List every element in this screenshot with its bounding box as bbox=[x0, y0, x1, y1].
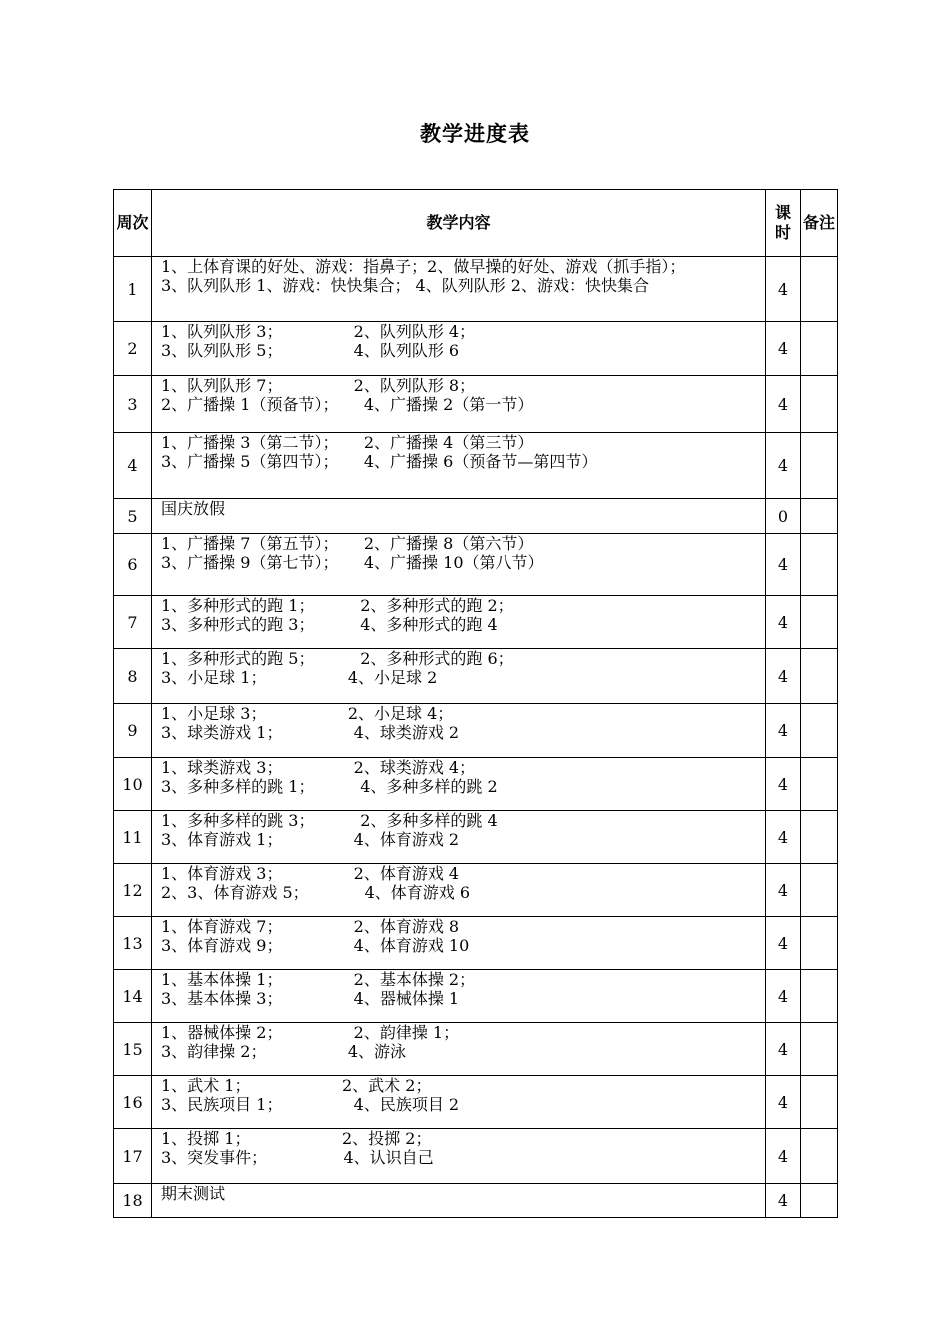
header-content: 教学内容 bbox=[152, 190, 766, 257]
hours-cell: 4 bbox=[766, 376, 801, 433]
hours-cell: 4 bbox=[766, 864, 801, 917]
content-cell bbox=[152, 1023, 766, 1076]
content-cell bbox=[152, 322, 766, 376]
hours-cell: 4 bbox=[766, 704, 801, 758]
note-cell bbox=[801, 649, 838, 704]
table-row bbox=[114, 704, 838, 758]
content-cell bbox=[152, 917, 766, 970]
content-line: 3、广播操 9（第七节）； 4、广播操 10（第八节） bbox=[161, 553, 544, 572]
table-row bbox=[114, 1184, 838, 1218]
note-cell bbox=[801, 596, 838, 649]
table-row bbox=[114, 534, 838, 596]
content-line: 期末测试 bbox=[161, 1184, 226, 1203]
note-cell bbox=[801, 704, 838, 758]
content-line: 1、器械体操 2； 2、韵律操 1； bbox=[161, 1023, 460, 1042]
note-cell bbox=[801, 811, 838, 864]
content-line: 3、队列队形 1、游戏：快快集合； 4、队列队形 2、游戏：快快集合 bbox=[161, 276, 649, 295]
week-cell: 16 bbox=[114, 1076, 152, 1129]
content-line: 3、队列队形 5； 4、队列队形 6 bbox=[161, 341, 460, 360]
week-cell: 4 bbox=[114, 433, 152, 499]
week-cell: 9 bbox=[114, 704, 152, 758]
header-row bbox=[114, 190, 838, 257]
content-line: 1、多种形式的跑 1； 2、多种形式的跑 2； bbox=[161, 596, 514, 615]
week-cell: 7 bbox=[114, 596, 152, 649]
note-cell bbox=[801, 864, 838, 917]
content-line: 1、小足球 3； 2、小足球 4； bbox=[161, 704, 454, 723]
week-cell: 3 bbox=[114, 376, 152, 433]
content-line: 1、体育游戏 7； 2、体育游戏 8 bbox=[161, 917, 460, 936]
content-line: 3、民族项目 1； 4、民族项目 2 bbox=[161, 1095, 460, 1114]
content-cell bbox=[152, 433, 766, 499]
note-cell bbox=[801, 1184, 838, 1218]
hours-cell: 4 bbox=[766, 1184, 801, 1218]
week-cell: 8 bbox=[114, 649, 152, 704]
note-cell bbox=[801, 534, 838, 596]
hours-cell: 4 bbox=[766, 534, 801, 596]
note-cell bbox=[801, 433, 838, 499]
table-row bbox=[114, 596, 838, 649]
table-row bbox=[114, 917, 838, 970]
content-cell bbox=[152, 1184, 766, 1218]
content-cell bbox=[152, 499, 766, 534]
content-line: 3、球类游戏 1； 4、球类游戏 2 bbox=[161, 723, 460, 742]
table-row bbox=[114, 1129, 838, 1184]
note-cell bbox=[801, 499, 838, 534]
table-row bbox=[114, 376, 838, 433]
table-row bbox=[114, 811, 838, 864]
week-cell: 10 bbox=[114, 758, 152, 811]
hours-cell: 0 bbox=[766, 499, 801, 534]
note-cell bbox=[801, 1023, 838, 1076]
hours-cell: 4 bbox=[766, 322, 801, 376]
hours-cell: 4 bbox=[766, 917, 801, 970]
hours-cell: 4 bbox=[766, 649, 801, 704]
table-row bbox=[114, 499, 838, 534]
note-cell bbox=[801, 322, 838, 376]
table-row bbox=[114, 257, 838, 322]
hours-cell: 4 bbox=[766, 811, 801, 864]
hours-cell: 4 bbox=[766, 1023, 801, 1076]
content-line: 3、广播操 5（第四节）； 4、广播操 6（预备节—第四节） bbox=[161, 452, 598, 471]
table-row bbox=[114, 970, 838, 1023]
content-line: 3、体育游戏 1； 4、体育游戏 2 bbox=[161, 830, 460, 849]
content-line: 3、突发事件； 4、认识自己 bbox=[161, 1148, 434, 1167]
content-line: 3、小足球 1； 4、小足球 2 bbox=[161, 668, 438, 687]
content-line: 1、多种形式的跑 5； 2、多种形式的跑 6； bbox=[161, 649, 514, 668]
week-cell: 12 bbox=[114, 864, 152, 917]
content-line: 3、体育游戏 9； 4、体育游戏 10 bbox=[161, 936, 470, 955]
table-row bbox=[114, 758, 838, 811]
content-line: 3、多种形式的跑 3； 4、多种形式的跑 4 bbox=[161, 615, 498, 634]
table-row bbox=[114, 1023, 838, 1076]
content-cell bbox=[152, 257, 766, 322]
note-cell bbox=[801, 1076, 838, 1129]
content-line: 1、广播操 3（第二节）； 2、广播操 4（第三节） bbox=[161, 433, 534, 452]
content-cell bbox=[152, 970, 766, 1023]
hours-cell: 4 bbox=[766, 1129, 801, 1184]
content-cell bbox=[152, 376, 766, 433]
content-cell bbox=[152, 704, 766, 758]
week-cell: 11 bbox=[114, 811, 152, 864]
note-cell bbox=[801, 376, 838, 433]
content-line: 1、上体育课的好处、游戏：指鼻子；2、做早操的好处、游戏（抓手指）； bbox=[161, 257, 686, 276]
week-cell: 1 bbox=[114, 257, 152, 322]
content-line: 1、多种多样的跳 3； 2、多种多样的跳 4 bbox=[161, 811, 498, 830]
week-cell: 2 bbox=[114, 322, 152, 376]
note-cell bbox=[801, 917, 838, 970]
content-line: 1、队列队形 3； 2、队列队形 4； bbox=[161, 322, 476, 341]
week-cell: 6 bbox=[114, 534, 152, 596]
content-cell bbox=[152, 811, 766, 864]
content-line: 1、球类游戏 3； 2、球类游戏 4； bbox=[161, 758, 476, 777]
content-cell bbox=[152, 596, 766, 649]
content-cell bbox=[152, 534, 766, 596]
content-line: 1、体育游戏 3； 2、体育游戏 4 bbox=[161, 864, 460, 883]
page-title: 教学进度表 bbox=[420, 122, 530, 146]
content-line: 1、广播操 7（第五节）； 2、广播操 8（第六节） bbox=[161, 534, 534, 553]
header-hours: 课时 bbox=[766, 190, 801, 257]
content-line: 2、广播操 1（预备节）； 4、广播操 2（第一节） bbox=[161, 395, 534, 414]
week-cell: 17 bbox=[114, 1129, 152, 1184]
header-notes: 备注 bbox=[801, 190, 838, 257]
week-cell: 18 bbox=[114, 1184, 152, 1218]
content-cell bbox=[152, 1076, 766, 1129]
content-line: 2、3、体育游戏 5； 4、体育游戏 6 bbox=[161, 883, 471, 902]
content-line: 3、基本体操 3； 4、器械体操 1 bbox=[161, 989, 460, 1008]
content-cell bbox=[152, 1129, 766, 1184]
content-line: 3、多种多样的跳 1； 4、多种多样的跳 2 bbox=[161, 777, 498, 796]
content-line: 1、队列队形 7； 2、队列队形 8； bbox=[161, 376, 476, 395]
content-cell bbox=[152, 758, 766, 811]
week-cell: 15 bbox=[114, 1023, 152, 1076]
schedule-table bbox=[113, 189, 838, 1218]
content-line: 1、武术 1； 2、武术 2； bbox=[161, 1076, 432, 1095]
hours-cell: 4 bbox=[766, 1076, 801, 1129]
content-line: 3、韵律操 2； 4、游泳 bbox=[161, 1042, 407, 1061]
content-cell bbox=[152, 649, 766, 704]
content-cell bbox=[152, 864, 766, 917]
note-cell bbox=[801, 970, 838, 1023]
header-week: 周次 bbox=[114, 190, 152, 257]
hours-cell: 4 bbox=[766, 758, 801, 811]
hours-cell: 4 bbox=[766, 970, 801, 1023]
note-cell bbox=[801, 257, 838, 322]
table-row bbox=[114, 864, 838, 917]
content-line: 国庆放假 bbox=[161, 499, 226, 518]
week-cell: 5 bbox=[114, 499, 152, 534]
table-row bbox=[114, 433, 838, 499]
table-row bbox=[114, 649, 838, 704]
note-cell bbox=[801, 758, 838, 811]
content-line: 1、基本体操 1； 2、基本体操 2； bbox=[161, 970, 476, 989]
week-cell: 14 bbox=[114, 970, 152, 1023]
note-cell bbox=[801, 1129, 838, 1184]
table-row bbox=[114, 322, 838, 376]
week-cell: 13 bbox=[114, 917, 152, 970]
table-row bbox=[114, 1076, 838, 1129]
hours-cell: 4 bbox=[766, 257, 801, 322]
content-line: 1、投掷 1； 2、投掷 2； bbox=[161, 1129, 432, 1148]
hours-cell: 4 bbox=[766, 433, 801, 499]
hours-cell: 4 bbox=[766, 596, 801, 649]
